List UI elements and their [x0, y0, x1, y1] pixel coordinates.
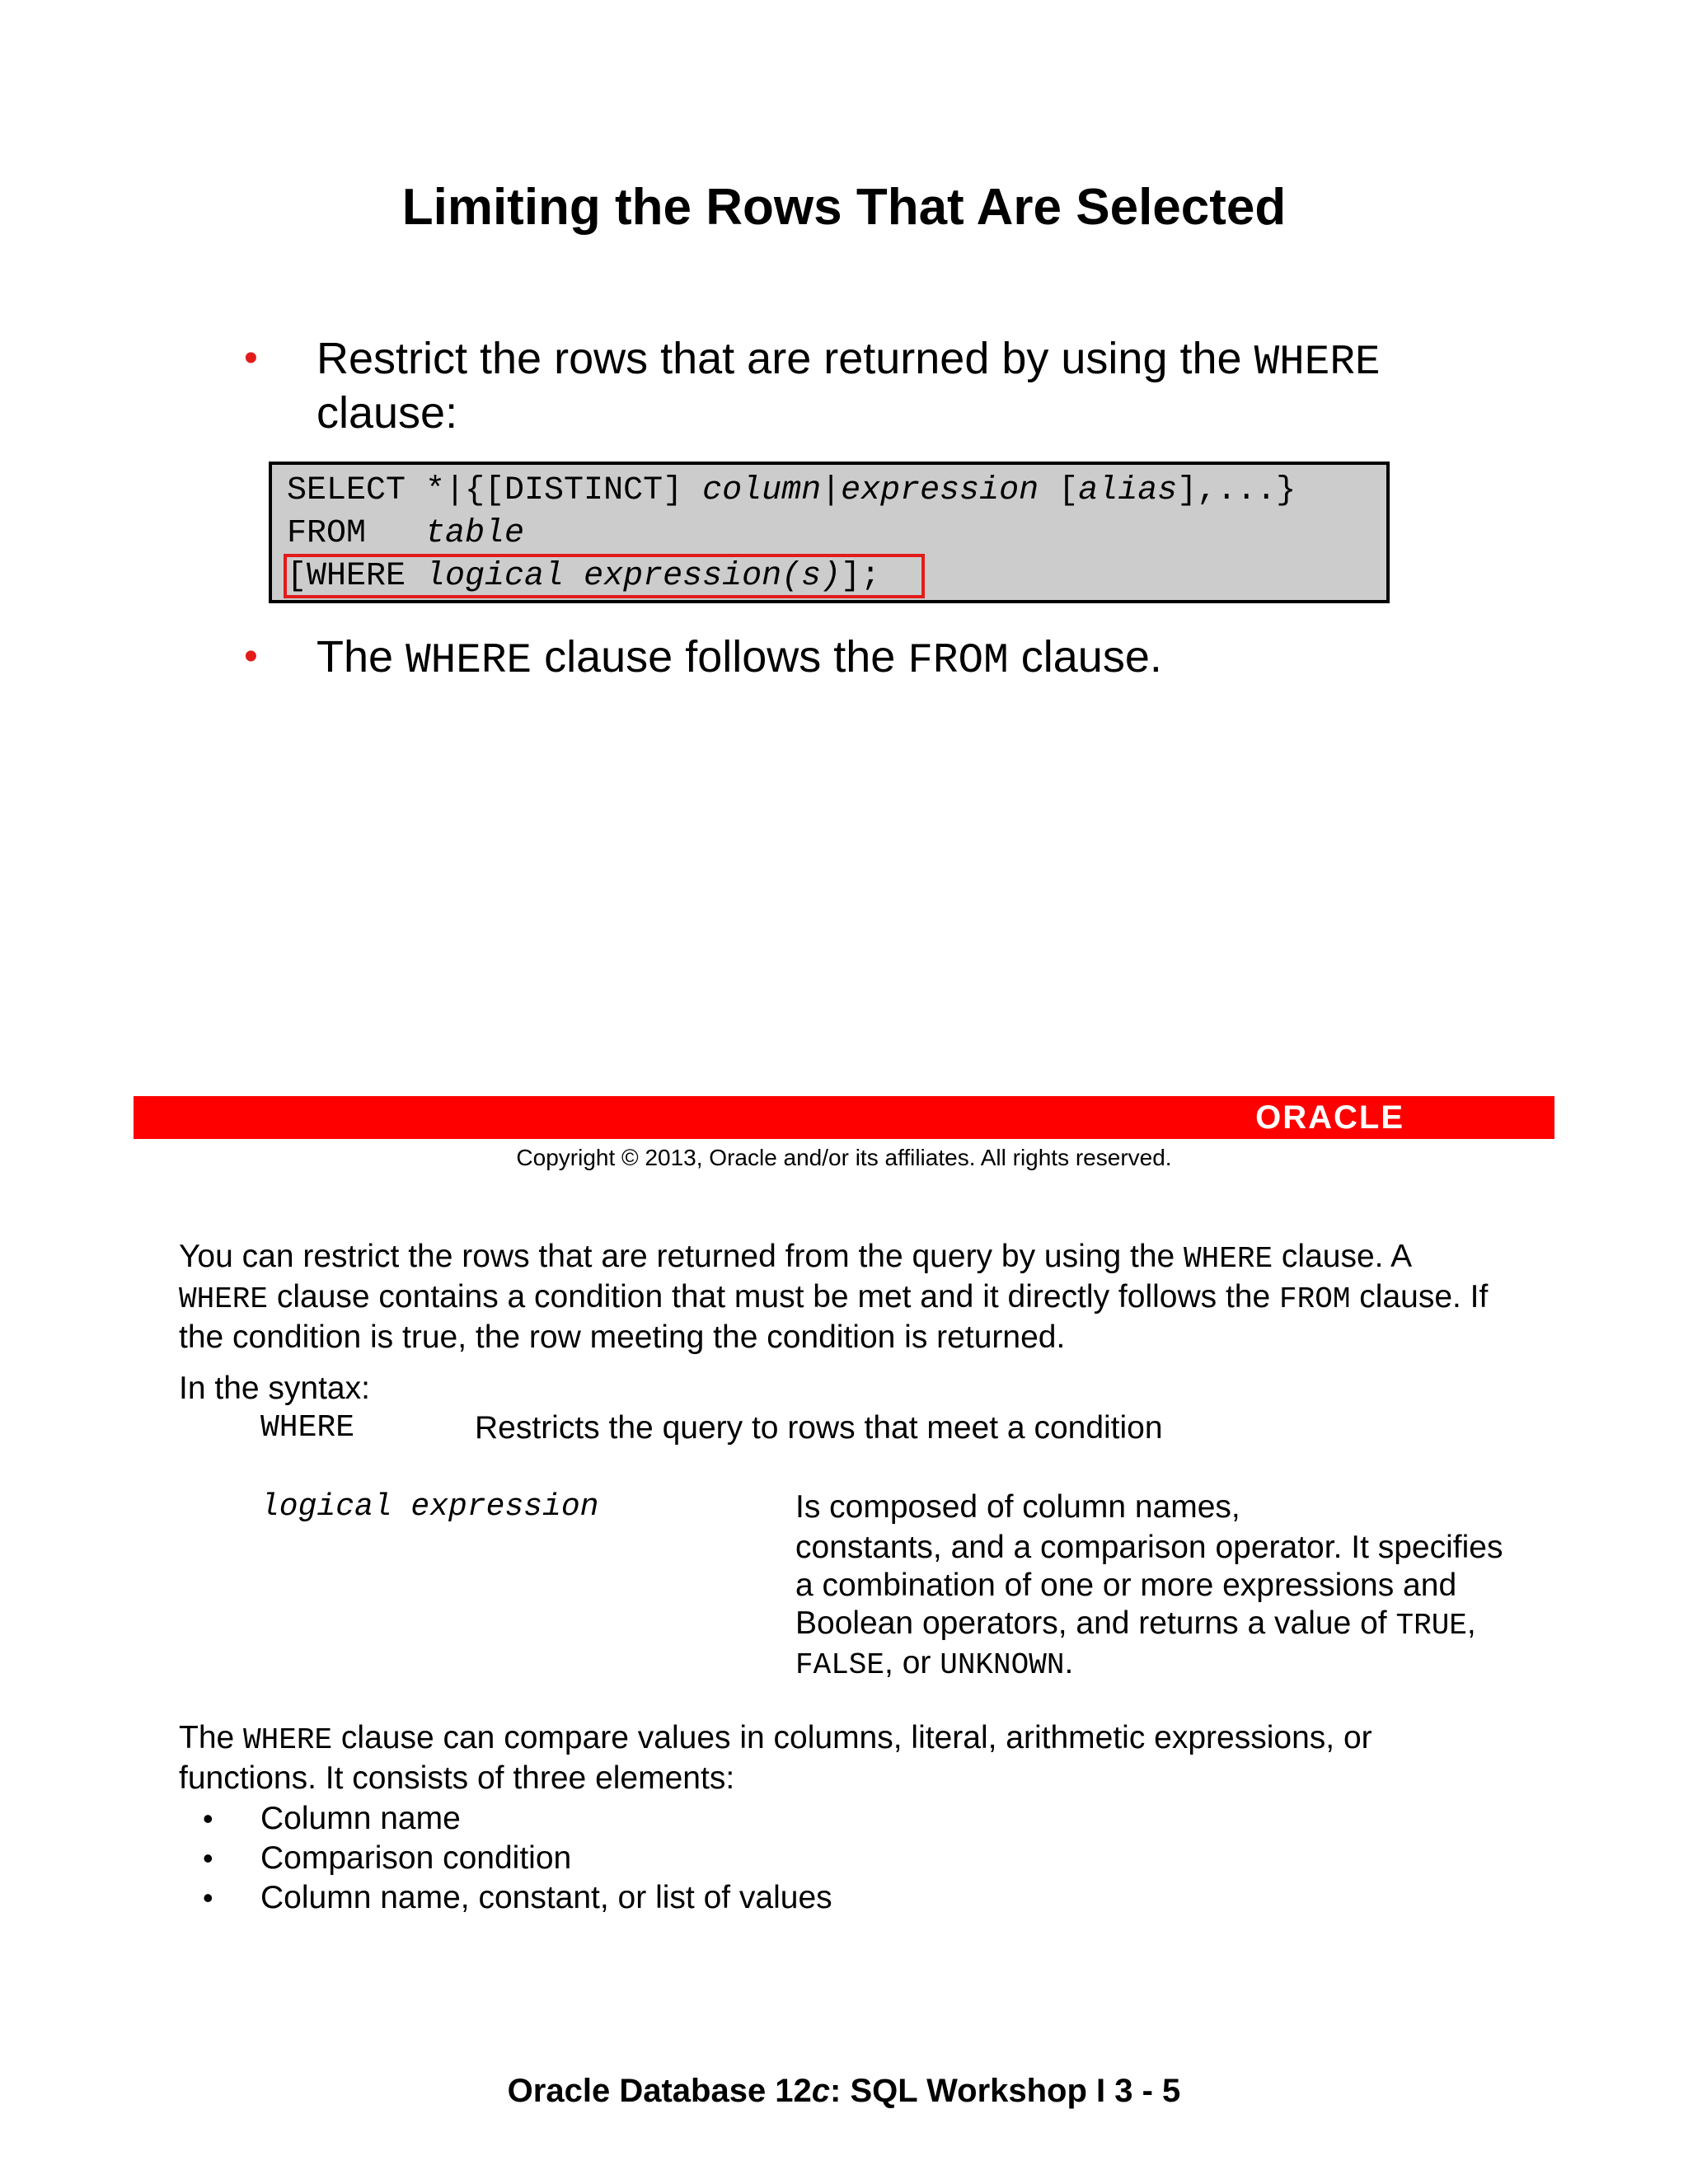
syntax-term-where: WHERE — [260, 1410, 355, 1446]
notes-para1-line3: the condition is true, the row meeting the condition is returned. — [179, 1319, 1066, 1355]
code-line-from: FROM table — [287, 515, 525, 552]
syntax-intro: In the syntax: — [179, 1371, 370, 1406]
bullet-text: Restrict the rows that are returned by using the — [316, 334, 1254, 383]
syntax-def-line1: Is composed of column names, — [795, 1489, 1240, 1525]
list-bullet: • — [203, 1881, 213, 1915]
page-footer: Oracle Database 12c: SQL Workshop I 3 - 5 — [507, 2073, 1181, 2109]
notes-para2-line1: The WHERE clause can compare values in columns, literal, arithmetic expressions, or — [179, 1720, 1372, 1757]
syntax-def-line4: Boolean operators, and returns a value of TRUE, — [795, 1605, 1476, 1643]
code-line-where: [WHERE logical expression(s)]; — [287, 558, 881, 595]
bullet-marker: • — [244, 635, 258, 678]
syntax-def-where: Restricts the query to rows that meet a condition — [475, 1410, 1163, 1446]
syntax-def-line5: FALSE, or UNKNOWN. — [795, 1645, 1074, 1682]
list-item-values: Column name, constant, or list of values — [260, 1880, 832, 1915]
syntax-code-block — [269, 462, 1390, 603]
notes-para1-line2: WHERE clause contains a condition that must be met and it directly follows the FROM clause. If — [179, 1279, 1489, 1316]
bullet-marker: • — [244, 336, 258, 380]
bullet-restrict-rows — [316, 331, 1381, 391]
list-bullet: • — [203, 1802, 213, 1835]
code-keyword-from: FROM — [907, 638, 1009, 685]
slide-title: Limiting the Rows That Are Selected — [401, 179, 1287, 236]
syntax-def-line3: a combination of one or more expressions and — [795, 1568, 1457, 1603]
list-item-comparison-condition: Comparison condition — [260, 1840, 572, 1876]
bullet-where-follows-from: The WHERE clause follows the FROM clause. — [316, 632, 1162, 685]
oracle-logo: ORACLE — [1255, 1099, 1404, 1136]
list-item-column-name: Column name — [260, 1801, 461, 1836]
bullet-restrict-rows-line2: clause: — [316, 388, 458, 438]
notes-para2-line2: functions. It consists of three elements: — [179, 1760, 735, 1796]
notes-para1-line1: You can restrict the rows that are returned from the query by using the WHERE clause. A — [179, 1239, 1413, 1276]
code-keyword-where: WHERE — [406, 638, 532, 685]
syntax-def-line2: constants, and a comparison operator. It specifies — [795, 1530, 1503, 1565]
code-line-select: SELECT *|{[DISTINCT] column|expression [alias],...} — [287, 472, 1296, 509]
oracle-footer-bar — [134, 1096, 1554, 1139]
syntax-term-logical-expression: logical expression — [260, 1489, 599, 1525]
code-keyword-where: WHERE — [1254, 340, 1381, 387]
copyright-notice: Copyright © 2013, Oracle and/or its affiliates. All rights reserved. — [516, 1145, 1172, 1170]
where-clause-highlight — [284, 554, 925, 598]
list-bullet: • — [203, 1841, 213, 1875]
